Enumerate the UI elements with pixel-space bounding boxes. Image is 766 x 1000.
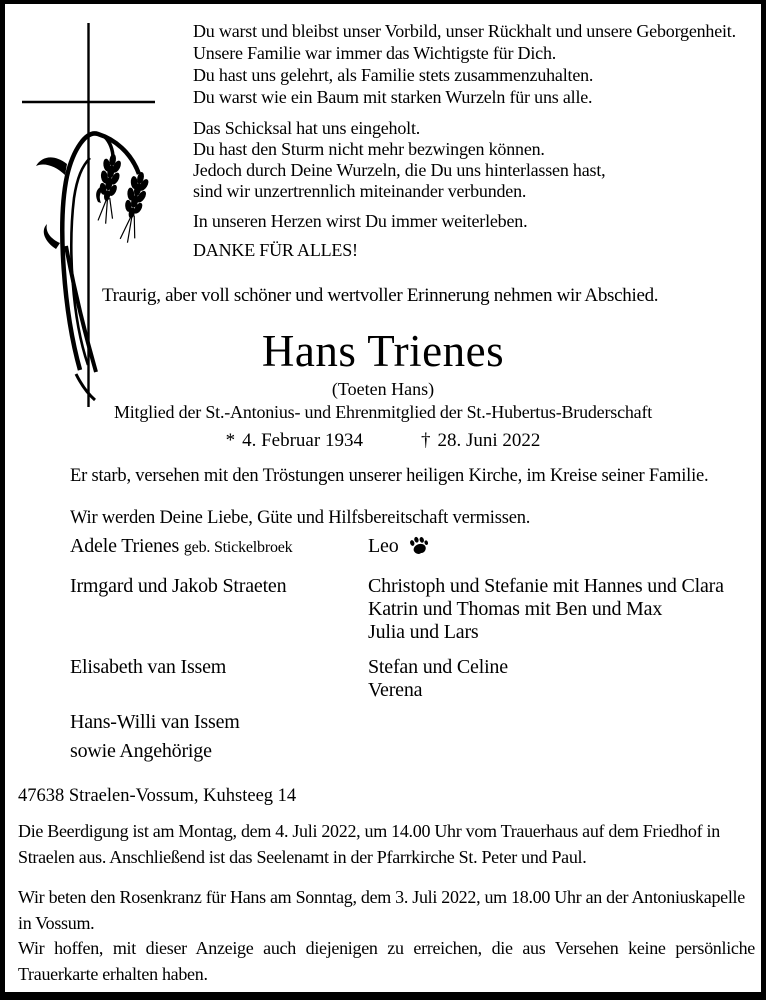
- poem-line: Du warst und bleibst unser Vorbild, unser Rückhalt und unsere Geborgenheit.: [193, 21, 736, 41]
- mourner-row-1: [70, 535, 760, 558]
- wheat-head-right: [114, 170, 152, 245]
- birth-date: 4. Februar 1934: [242, 430, 363, 451]
- rosary-info: Wir beten den Rosenkranz für Hans am Sonntag, dem 3. Juli 2022, um 18.00 Uhr an der Antoniuskapelle in Vossum.: [18, 887, 745, 933]
- mourner-pet: [368, 535, 760, 558]
- mourner-name: Irmgard und Jakob Straeten: [70, 575, 287, 597]
- deceased-name: Hans Trienes: [261, 326, 505, 376]
- mourner-name: Verena: [368, 679, 423, 701]
- mourner-family-group: [368, 575, 760, 644]
- membership-line: Mitglied der St.-Antonius- und Ehrenmitglied der St.-Hubertus-Bruderschaft: [113, 402, 653, 422]
- poem-line: Unsere Familie war immer das Wichtigste für Dich.: [193, 43, 557, 63]
- mourner-row-4: [70, 708, 760, 766]
- pet-name: Leo: [368, 535, 399, 557]
- legacy-line: In unseren Herzen wirst Du immer weiterleben.: [193, 211, 528, 231]
- mourner-relatives: [70, 708, 368, 766]
- poem-line: Jedoch durch Deine Wurzeln, die Du uns hinterlassen hast,: [193, 160, 606, 180]
- mourner-name: Christoph und Stefanie mit Hannes und Clara: [368, 575, 724, 597]
- poem-line: Das Schicksal hat uns eingeholt.: [193, 118, 421, 138]
- paw-icon: [408, 535, 430, 556]
- mourner-name: Julia und Lars: [368, 621, 479, 643]
- funeral-info: Die Beerdigung ist am Montag, dem 4. Juli 2022, um 14.00 Uhr vom Trauerhaus auf dem Friedhof in Straelen aus. Anschließend ist das Seelenamt in der Pfarrkirche St. Peter und Paul.: [18, 821, 720, 867]
- poem-stanza-2: [193, 118, 605, 202]
- mourner-row-2: [70, 575, 760, 644]
- mourner-wife: [70, 535, 368, 558]
- poem-line: Du hast den Sturm nicht mehr bezwingen können.: [193, 139, 545, 159]
- maiden-name: geb. Stickelbroek: [183, 539, 293, 556]
- wheat-leaf-lower: [44, 224, 60, 249]
- closing-note: Wir hoffen, mit dieser Anzeige auch diejenigen zu erreichen, die aus Versehen keine persönliche Trauerkarte erhalten haben.: [18, 938, 755, 984]
- mourner-name: Katrin und Thomas mit Ben und Max: [368, 598, 663, 620]
- poem-stanza-1: [193, 20, 736, 108]
- thanks-line: DANKE FÜR ALLES!: [193, 240, 358, 260]
- deceased-nickname: (Toeten Hans): [331, 379, 435, 399]
- address-line: 47638 Straelen-Vossum, Kuhsteeg 14: [18, 786, 297, 806]
- mourner-family-group: [368, 656, 760, 702]
- death-cross-symbol: †: [420, 430, 431, 451]
- death-line: Er starb, versehen mit den Tröstungen unserer heiligen Kirche, im Kreise seiner Familie.: [70, 466, 709, 486]
- death-date: 28. Juni 2022: [437, 430, 541, 451]
- birth-symbol: *: [225, 430, 236, 451]
- poem-line: Du hast uns gelehrt, als Familie stets zusammenzuhalten.: [193, 65, 594, 85]
- mourner-name: Stefan und Celine: [368, 656, 508, 678]
- mourner-name: Adele Trienes: [70, 535, 180, 557]
- mourner-name: sowie Angehörige: [70, 740, 212, 762]
- missing-line: Wir werden Deine Liebe, Güte und Hilfsbereitschaft vermissen.: [70, 508, 531, 528]
- mourner-name: Hans-Willi van Issem: [70, 711, 240, 733]
- mourner-row-3: [70, 656, 760, 702]
- mourner-name: Elisabeth van Issem: [70, 656, 227, 678]
- wheat-head-left: [92, 152, 124, 224]
- farewell-line: Traurig, aber voll schöner und wertvoller Erinnerung nehmen wir Abschied.: [102, 285, 659, 306]
- poem-line: sind wir unzertrennlich miteinander verbunden.: [193, 181, 527, 201]
- life-dates: [5, 430, 761, 452]
- wheat-leaf-upper: [36, 157, 67, 175]
- poem-line: Du warst wie ein Baum mit starken Wurzeln für uns alle.: [193, 87, 593, 107]
